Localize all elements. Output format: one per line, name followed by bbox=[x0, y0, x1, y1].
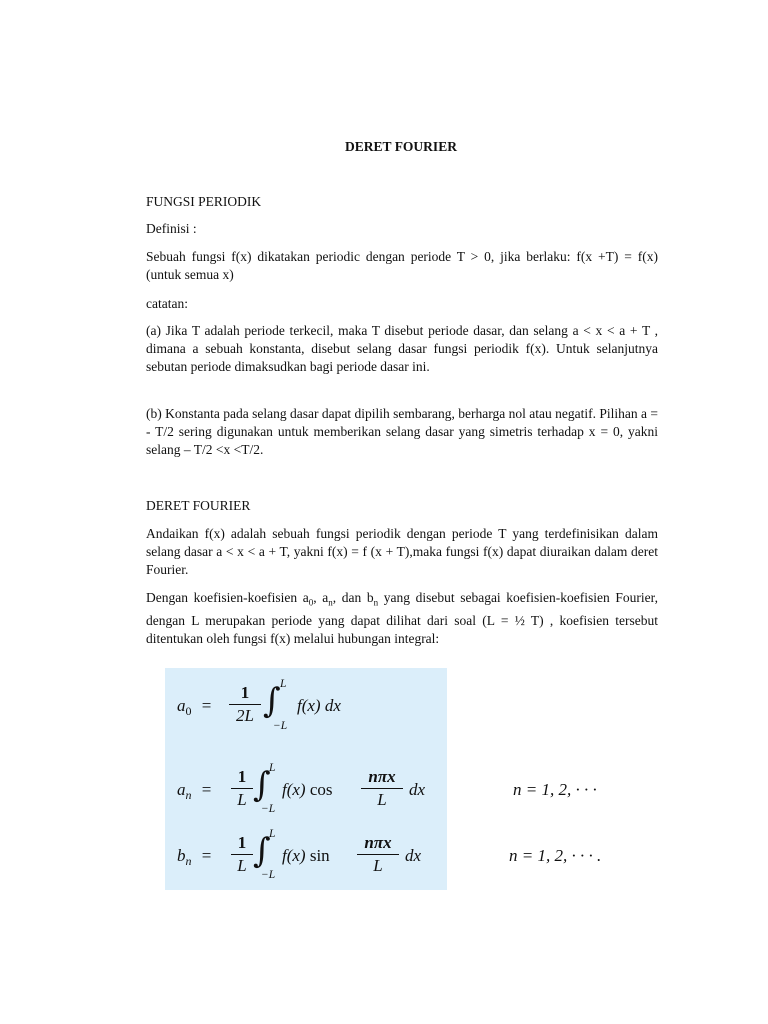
formula-bn-range: n = 1, 2, · · · . bbox=[509, 846, 602, 865]
page-title: DERET FOURIER bbox=[345, 139, 457, 154]
deret-fourier-paragraph-2: Dengan koefisien-koefisien $a_0$, $a_n$, dan $b_n$ yang disebut sebagai koefisien-koefisien Fourier, dengan L merupakan periode yang dapat dilihat dari soal (L = ½ T) , koefisien tersebut ditentukan oleh fungsi f(x) melalui hubungan integral: bbox=[146, 590, 658, 646]
section-heading-fungsi-periodik: FUNGSI PERIODIK bbox=[146, 194, 262, 209]
catatan-label: catatan: bbox=[146, 296, 188, 311]
section-heading-deret-fourier: DERET FOURIER bbox=[146, 498, 251, 513]
definisi-paragraph: Sebuah fungsi f(x) dikatakan periodic dengan periode T > 0, jika berlaku: f(x +T) = f(x) (untuk semua x) bbox=[146, 249, 658, 282]
note-a-paragraph: (a) Jika T adalah periode terkecil, maka T disebut periode dasar, dan selang a < x < a + T , dimana a sebuah konstanta, disebut selang dasar fungsi periodik f(x). Untuk selanjutnya sebutan periode dimaksudkan bagi periode dasar ini. bbox=[146, 323, 658, 374]
formula-box: $a_0$ = 1 2L ∫ L −L f(x) dx $a_n$ = 1 L ∫ L −L f(x) cos nπx L dx $b_n$ = 1 L ∫ L −L f(x) sin nπx L dx bbox=[165, 668, 447, 890]
definisi-label: Definisi : bbox=[146, 221, 197, 236]
deret-fourier-paragraph-1: Andaikan f(x) adalah sebuah fungsi periodik dengan periode T yang terdefinisikan dalam selang dasar a < x < a + T, yakni f(x) = f (x + T),maka fungsi f(x) dapat diuraikan dalam deret Fourier. bbox=[146, 526, 658, 577]
formula-an-range: n = 1, 2, · · · bbox=[513, 780, 597, 799]
note-b-paragraph: (b) Konstanta pada selang dasar dapat dipilih sembarang, berharga nol atau negatif. Pilihan a = - T/2 sering digunakan untuk memberikan selang dasar yang simetris terhadap x = 0, yakni selang – T/2 <x <T/2. bbox=[146, 406, 658, 457]
